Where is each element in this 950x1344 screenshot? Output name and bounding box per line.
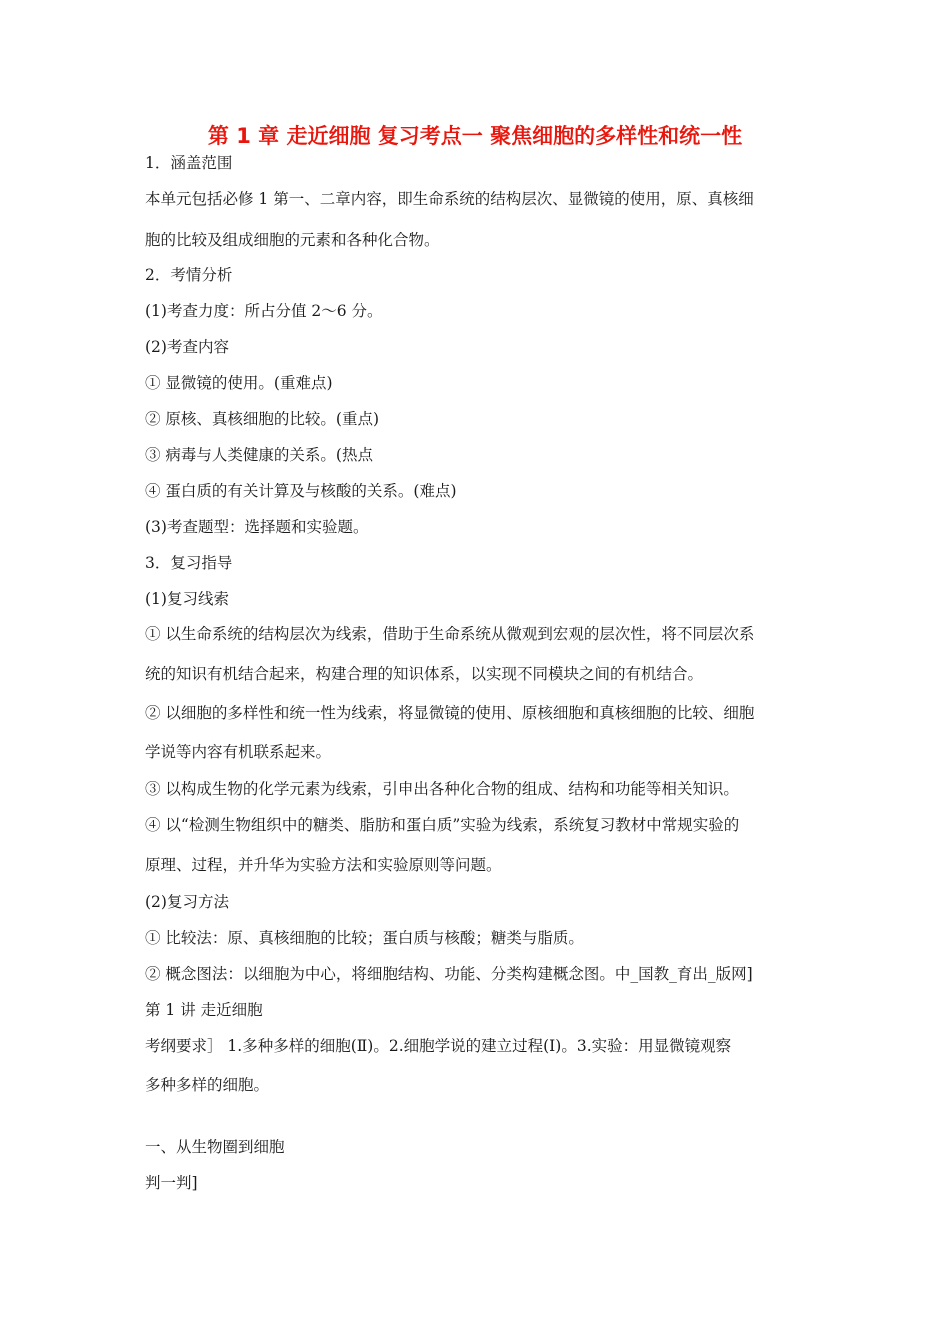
section-heading-scope: 1．涵盖范围 (145, 154, 233, 172)
paragraph-line: (2)复习方法 (145, 893, 229, 911)
paragraph-line: 胞的比较及组成细胞的元素和各种化合物。 (145, 231, 440, 249)
list-item: ③ 以构成生物的化学元素为线索，引申出各种化合物的组成、结构和功能等相关知识。 (145, 780, 739, 798)
paragraph-line: 统的知识有机结合起来，构建合理的知识体系，以实现不同模块之间的有机结合。 (145, 665, 704, 683)
list-item: ① 比较法：原、真核细胞的比较；蛋白质与核酸；糖类与脂质。 (145, 929, 584, 947)
section-heading-analysis: 2．考情分析 (145, 266, 233, 284)
paragraph-line: (2)考查内容 (145, 338, 229, 356)
list-item: ④ 以“检测生物组织中的糖类、脂肪和蛋白质”实验为线索，系统复习教材中常规实验的 (145, 816, 740, 834)
paragraph-line: 本单元包括必修 1 第一、二章内容，即生命系统的结构层次、显微镜的使用，原、真核细 (145, 190, 754, 208)
paragraph-line: (1)考查力度：所占分值 2～6 分。 (145, 302, 383, 320)
paragraph-line: 考纲要求］ 1.多种多样的细胞(Ⅱ)。2.细胞学说的建立过程(Ⅰ)。3.实验：用显微镜观察 (145, 1037, 732, 1055)
paragraph-line: 原理、过程，并升华为实验方法和实验原则等问题。 (145, 856, 502, 874)
list-item: ③ 病毒与人类健康的关系。(热点 (145, 446, 373, 464)
lecture-heading: 第 1 讲 走近细胞 (145, 1001, 263, 1019)
paragraph-line: (1)复习线索 (145, 590, 229, 608)
paragraph-line: (3)考查题型：选择题和实验题。 (145, 518, 369, 536)
section-heading-guide: 3．复习指导 (145, 554, 233, 572)
list-item: ① 显微镜的使用。(重难点) (145, 374, 333, 392)
page-title: 第 1 章 走近细胞 复习考点一 聚焦细胞的多样性和统一性 (207, 124, 743, 148)
list-item: ② 以细胞的多样性和统一性为线索，将显微镜的使用、原核细胞和真核细胞的比较、细胞 (145, 704, 755, 722)
list-item: ④ 蛋白质的有关计算及与核酸的关系。(难点) (145, 482, 457, 500)
paragraph-line: 多种多样的细胞。 (145, 1076, 270, 1094)
list-item: ② 概念图法：以细胞为中心，将细胞结构、功能、分类构建概念图。中_国教_育出_版网] (145, 965, 753, 983)
list-item: ② 原核、真核细胞的比较。(重点) (145, 410, 380, 428)
section-heading-biosphere: 一、从生物圈到细胞 (145, 1138, 285, 1156)
paragraph-line: 学说等内容有机联系起来。 (145, 743, 332, 761)
paragraph-line: 判一判] (145, 1174, 198, 1192)
list-item: ① 以生命系统的结构层次为线索，借助于生命系统从微观到宏观的层次性，将不同层次系 (145, 625, 755, 643)
